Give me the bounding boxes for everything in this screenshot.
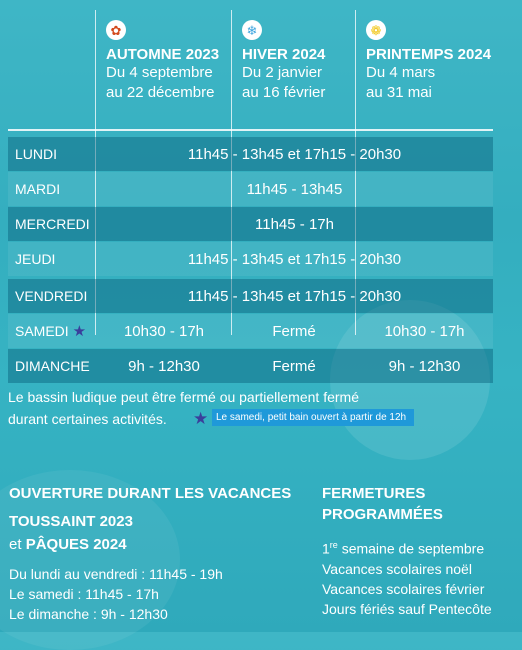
- schedule-row-mardi: [8, 172, 493, 206]
- hours-all-seasons: 11h45 - 13h45 et 17h15 - 20h30: [187, 287, 402, 305]
- flower-icon: ❁: [366, 20, 386, 40]
- season-start: Du 2 janvier: [242, 64, 323, 81]
- note-line: Le bassin ludique peut être fermé ou partiellement fermé: [8, 389, 359, 405]
- schedule-row-mercredi: [8, 207, 493, 241]
- season-end: au 31 mai: [366, 84, 432, 101]
- fermetures-line: Jours fériés sauf Pentecôte: [322, 600, 492, 617]
- season-header-automne: [106, 20, 219, 103]
- season-header-printemps: [366, 20, 491, 103]
- day-label: LUNDI: [15, 146, 58, 162]
- hours-all-seasons: 11h45 - 13h45 et 17h15 - 20h30: [187, 250, 402, 268]
- season-name: HIVER 2024: [242, 46, 326, 63]
- vacances-line: Du lundi au vendredi : 11h45 - 19h: [9, 566, 223, 582]
- season-end: au 22 décembre: [106, 84, 215, 101]
- hours-printemps: 9h - 12h30: [388, 357, 461, 375]
- saturday-note-badge: Le samedi, petit bain ouvert à partir de 12h: [212, 409, 414, 426]
- hours-all-seasons: 11h45 - 13h45: [246, 180, 343, 198]
- vacances-subtitle-prefix: et: [9, 536, 22, 553]
- schedule-row-samedi: [8, 314, 493, 348]
- vacances-title: OUVERTURE DURANT LES VACANCES: [9, 485, 292, 502]
- vacances-hours: [9, 564, 223, 624]
- day-label-text: SAMEDI: [15, 323, 69, 339]
- fermetures-list: [322, 535, 492, 619]
- fermetures-line-text: semaine de septembre: [337, 540, 485, 557]
- schedule-row-vendredi: [8, 279, 493, 313]
- season-start: Du 4 mars: [366, 64, 436, 81]
- hours-hiver: Fermé: [272, 357, 316, 375]
- day-label: MERCREDI: [15, 216, 90, 232]
- vacances-line: Le samedi : 11h45 - 17h: [9, 586, 159, 602]
- fermetures-line: Vacances scolaires noël: [322, 560, 472, 577]
- schedule-row-dimanche: [8, 349, 493, 383]
- autumn-leaf-icon: ✿: [106, 20, 126, 40]
- note-line: durant certaines activités.: [8, 411, 167, 427]
- vacances-subtitle-2: [9, 536, 127, 553]
- fermetures-line: Vacances scolaires février: [322, 580, 485, 597]
- season-name: PRINTEMPS 2024: [366, 46, 492, 63]
- day-label: DIMANCHE: [15, 358, 90, 374]
- fermetures-line: [322, 535, 492, 559]
- schedule-row-lundi: [8, 137, 493, 171]
- hours-automne: 10h30 - 17h: [123, 322, 205, 340]
- vacances-subtitle: TOUSSAINT 2023: [9, 513, 133, 530]
- season-end: au 16 février: [242, 84, 326, 101]
- hours-all-seasons: 11h45 - 13h45 et 17h15 - 20h30: [187, 145, 402, 163]
- snowflake-icon: ❄: [242, 20, 262, 40]
- day-label: JEUDI: [15, 251, 56, 267]
- season-start: Du 4 septembre: [106, 64, 213, 81]
- fermetures-ordinal: 1: [322, 540, 330, 557]
- hours-automne: 9h - 12h30: [128, 357, 200, 375]
- schedule-row-jeudi: [8, 242, 493, 276]
- day-label: MARDI: [15, 181, 61, 197]
- star-icon: ★: [72, 323, 87, 340]
- vacances-line: Le dimanche : 9h - 12h30: [9, 606, 168, 622]
- fermetures-title-2: PROGRAMMÉES: [322, 506, 443, 523]
- fermetures-title: FERMETURES: [322, 485, 426, 502]
- hours-all-seasons: 11h45 - 17h: [255, 215, 334, 233]
- fermetures-ordinal-suffix: re: [329, 540, 338, 550]
- hours-hiver: Fermé: [272, 322, 316, 340]
- day-label: [15, 322, 86, 340]
- season-name: AUTOMNE 2023: [106, 46, 220, 63]
- hours-printemps: 10h30 - 17h: [384, 322, 465, 340]
- header-divider: [8, 129, 493, 131]
- day-label: VENDREDI: [15, 288, 88, 304]
- vacances-subtitle-name: PÂQUES 2024: [25, 536, 127, 553]
- season-header-hiver: [242, 20, 325, 103]
- star-icon: ★: [193, 409, 209, 428]
